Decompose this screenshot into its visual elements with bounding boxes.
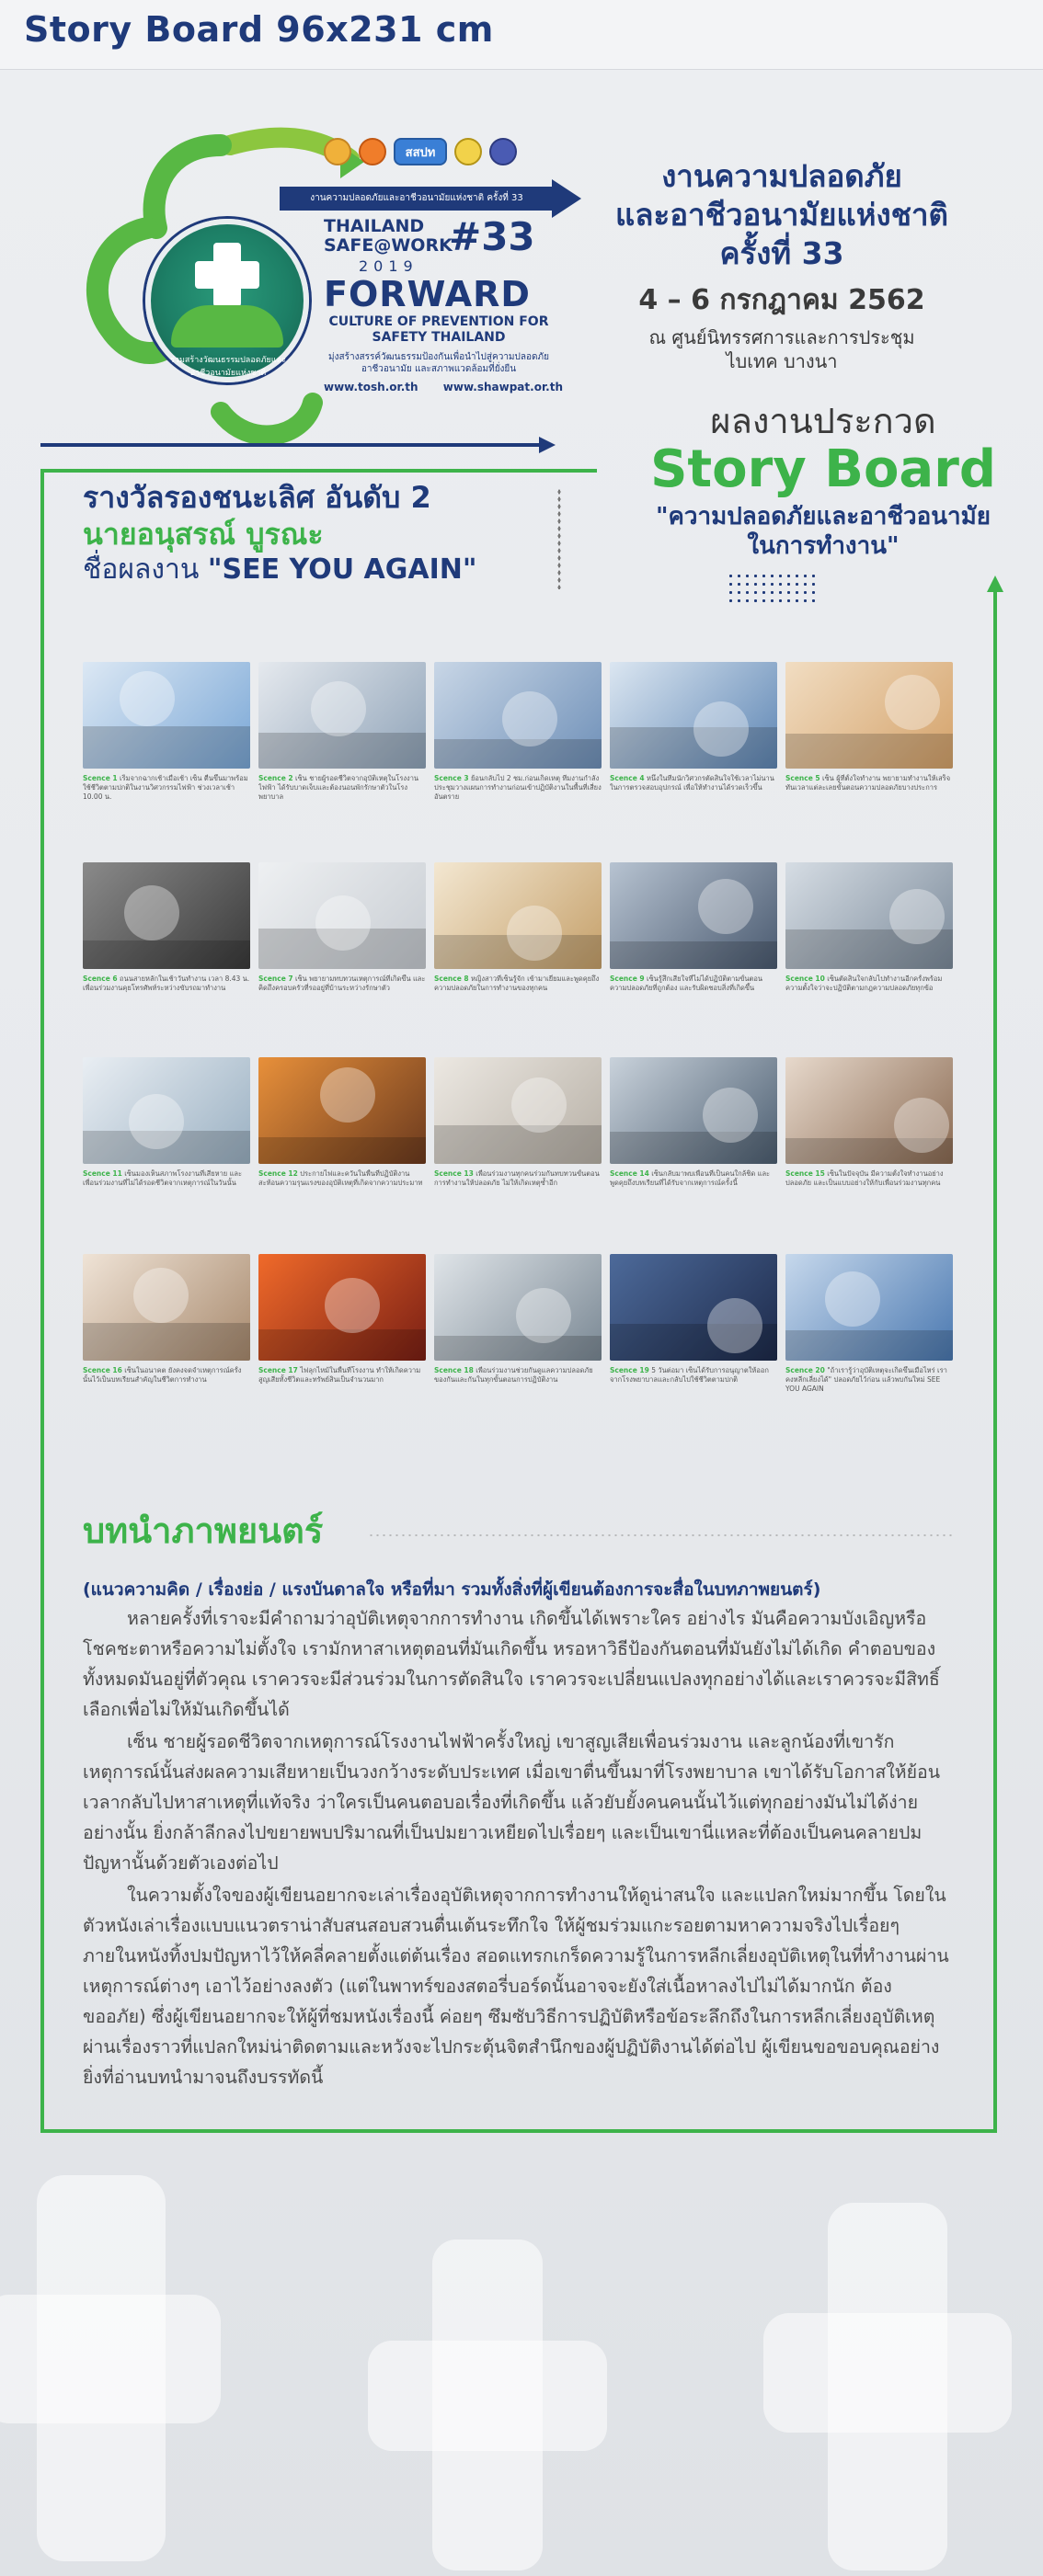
emblem-text: ร่วมสร้างวัฒนธรรมปลอดภัยและอาชีวอนามัยแห่งชาติ [170, 356, 286, 378]
scene-number: Scence 8 [434, 975, 469, 983]
scene-image [83, 862, 250, 969]
scene-text: หนึ่งในทีมนักวิศวกรตัดสินใจใช้เวลาไม่นานในการตรวจสอบอุปกรณ์ เพื่อให้ทำงานได้รวดเร็วขึ้น [610, 774, 774, 792]
scene-text: เซ็นรู้สึกเสียใจที่ไม่ได้ปฏิบัติตามขั้นตอนความปลอดภัยที่ถูกต้อง และรับผิดชอบสิ่งที่เกิดขึ้น [610, 975, 763, 992]
scene-caption [258, 975, 426, 1030]
story-board-poster [0, 70, 1043, 2576]
work-prefix: ชื่อผลงาน [83, 553, 208, 586]
scene-image [83, 1057, 250, 1164]
page-title: Story Board 96x231 cm [24, 9, 494, 50]
scene-card [785, 1057, 953, 1225]
tosh-logo-icon: สสปท [394, 138, 447, 165]
scene-number: Scence 17 [258, 1366, 298, 1374]
scene-image [785, 862, 953, 969]
synopsis-paragraph: เซ็น ชายผู้รอดชีวิตจากเหตุการณ์โรงงานไฟฟ้าครั้งใหญ่ เขาสูญเสียเพื่อนร่วมงาน และลูกน้องที่เขารักเหตุการณ์นั้นส่งผลความเสียหายเป็นวงกว้างระดับประเทศ เมื่อเขาตื่นขึ้นมาที่โรงพยาบาล เขาได้รับโอกาสให้ย้อนเวลากลับไปหาสาเหตุที่แท้จริง ว่าใครเป็นคนตอบอเรื่องที่เกิดขึ้น แล้วยับยั้งคนคนนั้นไว้แต่ทุกอย่างมันไม่ได้ง่ายอย่างนั้น ยิ่งกล้าลีกลงไปขยายพบปริมาณที่เป็นปมยาวเหยียดไปเรื่อยๆ และเป็นเขานี่แหละที่ต้องเป็นคนคลายปมปัญหานั้นด้วยตัวเองต่อไป [83, 1731, 941, 1874]
logo-year: 2019 [359, 257, 418, 275]
arrow-right-icon [539, 437, 556, 453]
scene-card [83, 862, 250, 1030]
scene-caption [258, 774, 426, 829]
scene-text: ย้อนกลับไป 2 ชม.ก่อนเกิดเหตุ ทีมงานกำลังประชุมวางแผนการทำงานก่อนเข้าปฏิบัติงานในพื้นที่เสี่ยงอันตราย [434, 774, 602, 801]
event-ribbon: งานความปลอดภัยและอาชีวอนามัยแห่งชาติ ครั้งที่ 33 [280, 187, 554, 211]
scene-text: ประกายไฟและควันในพื้นที่ปฏิบัติงาน สะท้อนความรุนแรงของอุบัติเหตุที่เกิดจากความประมาท [258, 1169, 423, 1187]
scene-card [83, 1254, 250, 1421]
scene-image [785, 1254, 953, 1361]
scene-text: ไฟลุกไหม้ในพื้นที่โรงงาน ทำให้เกิดความสูญเสียทั้งชีวิตและทรัพย์สินเป็นจำนวนมาก [258, 1366, 421, 1384]
scene-caption [434, 774, 602, 829]
synopsis-paragraph: ในความตั้งใจของผู้เขียนอยากจะเล่าเรื่องอุบัติเหตุจากการทำงานให้ดูน่าสนใจ และแปลกใหม่มากขึ้น โดยในตัวหนังเล่าเรื่องแบบแนวตราน่าสับสนสอบสวนตื่นเต้นระทึกใจ ให้ผู้ชมร่วมแกะรอยตามหาความจริงไปเรื่อยๆ ภายในหนังทิ้งปมปัญหาไว้ให้คลี่คลายตั้งแต่ต้นเรื่อง สอดแทรกเกร็ดความรู้ในการหลีกเลี่ยงอุบัติเหตุในที่ทำงานผ่านเหตุการณ์ต่างๆ เอาไว้อย่างลงตัว (แต่ในพาทร์ของสตอรี่บอร์ดนั้นอาจจะยังใส่เนื้อหาลงไปไม่ได้มากนัก ต้องขออภัย) ซึ่งผู้เขียนอยากจะให้ผู้ที่ชมหนังเรื่องนี้ ค่อยๆ ซึมซับวิธีการปฏิบัติหรือข้อระลึกถึงในการหลีกเลี่ยงอุบัติเหตุ ผ่านเรื่องราวที่แปลกใหม่น่าติดตามและหวังจะไปกระตุ้นจิตสำนึกของผู้ปฏิบัติงานได้ต่อไป ผู้เขียนขอขอบคุณอย่างยิ่งที่อ่านบทนำมาจนถึงบรรทัดนี้ [83, 1885, 949, 2088]
scene-card [258, 1254, 426, 1421]
scene-caption [258, 1169, 426, 1225]
scene-text: เซ็นในอนาคต ยังคงจดจำเหตุการณ์ครั้งนั้นไว้เป็นบทเรียนสำคัญในชีวิตการทำงาน [83, 1366, 242, 1384]
scene-text: เซ็นในปัจจุบัน มีความตั้งใจทำงานอย่างปลอดภัย และเป็นแบบอย่างให้กับเพื่อนร่วมงานทุกคน [785, 1169, 944, 1187]
synopsis-note: (แนวความคิด / เรื่องย่อ / แรงบันดาลใจ หรือที่มา รวมทั้งสิ่งที่ผู้เขียนต้องการจะสื่อในบทภาพยนตร์) [83, 1579, 821, 1600]
scene-card [785, 862, 953, 1030]
contest-label: ผลงานประกวด [710, 401, 936, 441]
synopsis-paragraph: หลายครั้งที่เราจะมีคำถามว่าอุบัติเหตุจากการทำงาน เกิดขึ้นได้เพราะใคร อย่างไร มันคือความบังเอิญหรือโชคชะตาหรือความไม่ตั้งใจ เรามักหาสาเหตุตอนที่มันเกิดขึ้น หรอหาวิธีป้องกันตอนที่มันยังไม่ได้เกิด คำตอบของทั้งหมดมันอยู่ที่ตัวคุณ เราควรจะมีส่วนร่วมในการตัดสินใจ เราควรจะเปลี่ยนแปลงทุกอย่างได้และเราควรจะมีสิทธิ์เลือกเพื่อไม่ให้มันเกิดขึ้นได้ [83, 1608, 940, 1720]
synopsis-section [83, 1510, 953, 2092]
scene-text: เซ็นมองเห็นสภาพโรงงานที่เสียหาย และเพื่อนร่วมงานที่ไม่ได้รอดชีวิตจากเหตุการณ์ในวันนั้น [83, 1169, 243, 1187]
scene-caption [610, 1169, 777, 1225]
scene-number: Scence 12 [258, 1169, 298, 1178]
scene-image [434, 1057, 602, 1164]
contest-title: Story Board [650, 439, 996, 499]
scene-caption [83, 774, 250, 829]
scene-caption [785, 975, 953, 1030]
scene-card [434, 1057, 602, 1225]
scene-text: เพื่อนร่วมงานทุกคนร่วมกันทบทวนขั้นตอนการทำงานให้ปลอดภัย ไม่ให้เกิดเหตุซ้ำอีก [434, 1169, 600, 1187]
scene-text: เซ็นกลับมาพบเพื่อนที่เป็นคนใกล้ชิด และพูดคุยถึงบทเรียนที่ได้รับจากเหตุการณ์ครั้งนี้ [610, 1169, 771, 1187]
scene-caption [610, 975, 777, 1030]
event-info [589, 157, 975, 373]
contest-heading [635, 401, 1012, 561]
scene-number: Scence 3 [434, 774, 469, 782]
bg-cross-decoration [368, 2341, 607, 2451]
scene-image [258, 862, 426, 969]
scene-image [83, 662, 250, 769]
org-logo-icon [454, 138, 482, 165]
scene-card [434, 1254, 602, 1421]
scene-caption [785, 774, 953, 829]
scene-image [83, 1254, 250, 1361]
frame-line [40, 2129, 997, 2133]
event-title: งานความปลอดภัย และอาชีวอนามัยแห่งชาติ ครั้งที่ 33 [615, 158, 948, 271]
scene-image [610, 1254, 777, 1361]
award-work-title [83, 553, 561, 587]
scene-number: Scence 2 [258, 774, 293, 782]
frame-line [40, 469, 44, 2133]
scene-text: เซ็นตัดสินใจกลับไปทำงานอีกครั้งพร้อมความตั้งใจว่าจะปฏิบัติตามกฎความปลอดภัยทุกข้อ [785, 975, 943, 992]
scene-number: Scence 19 [610, 1366, 649, 1374]
scene-number: Scence 18 [434, 1366, 474, 1374]
scene-image [610, 662, 777, 769]
frame-line [40, 469, 597, 473]
scene-image [785, 1057, 953, 1164]
divider-line [40, 443, 542, 447]
scene-number: Scence 6 [83, 975, 118, 983]
event-logo [83, 108, 598, 467]
scene-card [258, 662, 426, 829]
scene-number: Scence 14 [610, 1169, 649, 1178]
url-tosh: www.tosh.or.th [324, 381, 418, 393]
scene-image [434, 662, 602, 769]
frame-line [993, 590, 997, 2133]
scene-caption [610, 774, 777, 829]
scene-number: Scence 10 [785, 975, 825, 983]
scene-card [434, 662, 602, 829]
scene-caption [434, 975, 602, 1030]
safety-helmet-emblem-icon [145, 219, 309, 382]
scene-card [83, 1057, 250, 1225]
scene-image [434, 862, 602, 969]
scene-card [785, 662, 953, 829]
scene-card [610, 1254, 777, 1421]
scene-caption [610, 1366, 777, 1421]
scene-card [258, 862, 426, 1030]
culture-tagline: CULTURE OF PREVENTION FOR SAFETY THAILAND [328, 314, 549, 345]
scene-caption [83, 975, 250, 1030]
scene-number: Scence 4 [610, 774, 645, 782]
scene-card [610, 1057, 777, 1225]
bg-cross-decoration [763, 2313, 1012, 2433]
scene-image [610, 1057, 777, 1164]
event-venue: ณ ศูนย์นิทรรศการและการประชุม ไบเทค บางนา [648, 326, 915, 372]
dotted-rule [368, 1533, 953, 1537]
scene-image [434, 1254, 602, 1361]
top-bar [0, 0, 1043, 70]
org-logo-icon [324, 138, 351, 165]
url-shawpat: www.shawpat.or.th [442, 381, 563, 393]
org-logos [324, 138, 517, 165]
forward-wordmark: FORWARD [324, 274, 531, 314]
event-date: 4 – 6 กรกฎาคม 2562 [638, 284, 925, 316]
award-rank: รางวัลรองชนะเลิศ อันดับ 2 [83, 480, 431, 515]
scene-card [258, 1057, 426, 1225]
scene-number: Scence 16 [83, 1366, 122, 1374]
scene-text: "ถ้าเรารู้ว่าอุบัติเหตุจะเกิดขึ้นเมื่อไหร่ เราคงหลีกเลี่ยงได้" ปลอดภัยไว้ก่อน แล้วพบกันใหม่ SEE YOU AGAIN [785, 1366, 947, 1393]
scene-text: 5 วันต่อมา เซ็นได้รับการอนุญาตให้ออกจากโรงพยาบาลและกลับไปใช้ชีวิตตามปกติ [610, 1366, 769, 1384]
scene-card [83, 662, 250, 829]
scene-image [610, 862, 777, 969]
scene-card [785, 1254, 953, 1421]
scene-number: Scence 20 [785, 1366, 825, 1374]
contest-subtitle: "ความปลอดภัยและอาชีวอนามัย ในการทำงาน" [655, 503, 991, 560]
org-logo-icon [359, 138, 386, 165]
scene-text: เซ็น ชายผู้รอดชีวิตจากอุบัติเหตุในโรงงานไฟฟ้า ได้รับบาดเจ็บและต้องนอนพักรักษาตัวในโรงพยาบาล [258, 774, 419, 801]
dotted-separator [557, 488, 561, 589]
award-winner-name: นายอนุสรณ์ บูรณะ [83, 517, 324, 552]
scene-number: Scence 7 [258, 975, 293, 983]
scene-number: Scence 5 [785, 774, 820, 782]
ribbon-arrow-icon [552, 179, 581, 218]
org-logo-icon [489, 138, 517, 165]
scene-number: Scence 13 [434, 1169, 474, 1178]
logo-urls [324, 381, 563, 393]
bg-cross-decoration [0, 2295, 221, 2423]
scene-caption [258, 1366, 426, 1421]
scene-number: Scence 1 [83, 774, 118, 782]
scene-card [610, 862, 777, 1030]
dot-pattern-decoration [727, 572, 819, 605]
edition-number: #33 [449, 214, 535, 259]
scene-number: Scence 9 [610, 975, 645, 983]
scene-caption [83, 1169, 250, 1225]
synopsis-title: บทนำภาพยนตร์ [83, 1510, 324, 1551]
scene-text: หญิงสาวที่เซ็นรู้จัก เข้ามาเยี่ยมและพูดคุยถึงความปลอดภัยในการทำงานของทุกคน [434, 975, 600, 992]
arrow-up-icon [987, 576, 1003, 592]
scene-text: เพื่อนร่วมงานช่วยกันดูแลความปลอดภัยของกันและกันในทุกขั้นตอนการปฏิบัติงาน [434, 1366, 593, 1384]
scene-text: ถนนสายหลักในเช้าวันทำงาน เวลา 8.43 น. เพื่อนร่วมงานคุยโทรศัพท์ระหว่างขับรถมาทำงาน [83, 975, 250, 992]
scene-number: Scence 15 [785, 1169, 825, 1178]
scene-number: Scence 11 [83, 1169, 122, 1178]
work-title: "SEE YOU AGAIN" [207, 553, 477, 586]
scene-caption [434, 1169, 602, 1225]
award-info [83, 479, 561, 587]
scene-caption [785, 1169, 953, 1225]
scene-image [258, 1057, 426, 1164]
scene-caption [785, 1366, 953, 1421]
scene-text: เซ็น พยายามทบทวนเหตุการณ์ที่เกิดขึ้น และคิดถึงครอบครัวที่รออยู่ที่บ้านระหว่างรักษาตัว [258, 975, 426, 992]
scene-text: เซ็น ผู้ที่ตั้งใจทำงาน พยายามทำงานให้เสร็จทันเวลาแต่ละเลยขั้นตอนความปลอดภัยบางประการ [785, 774, 951, 792]
scene-caption [83, 1366, 250, 1421]
scene-image [785, 662, 953, 769]
thailand-safe-work: THAILAND SAFE@WORK [324, 216, 453, 256]
scene-image [258, 662, 426, 769]
scene-card [434, 862, 602, 1030]
scene-card [610, 662, 777, 829]
scene-image [258, 1254, 426, 1361]
thai-tagline: มุ่งสร้างสรรค์วัฒนธรรมป้องกันเพื่อนำไปสู่ความปลอดภัย อาชีวอนามัย และสภาพแวดล้อมที่ยั่งยืน [328, 352, 549, 374]
scene-caption [434, 1366, 602, 1421]
scene-text: เริ่มจากฉากเช้าเมื่อเช้า เซ็น ตื่นขึ้นมาพร้อมใช้ชีวิตตามปกติในงานวิศวกรรมไฟฟ้า ช่วงเวลาเช้า 10.00 น. [83, 774, 248, 801]
